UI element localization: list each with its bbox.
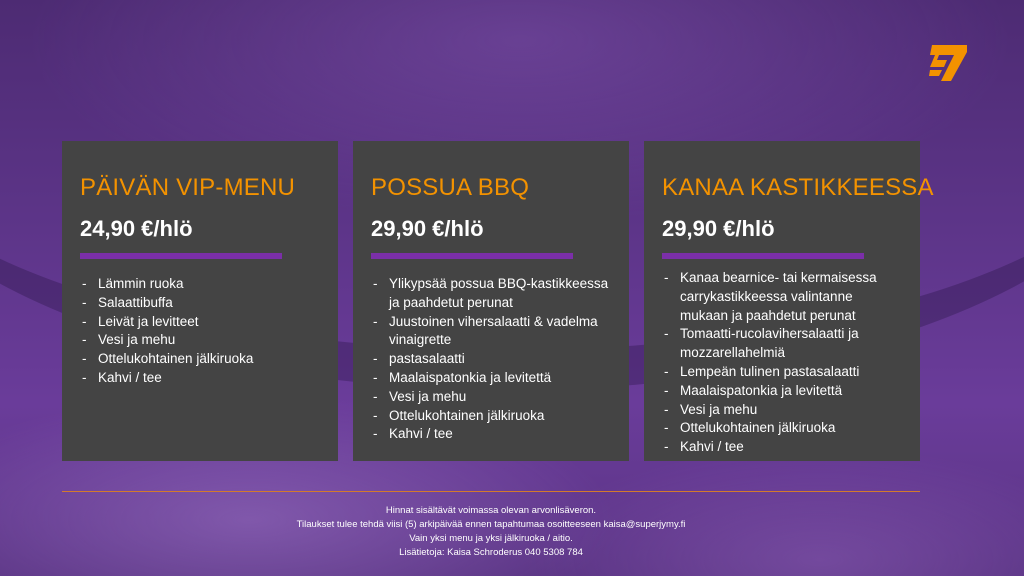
menu-item: - Vesi ja mehu bbox=[371, 388, 611, 407]
superjymy-logo-icon bbox=[927, 43, 971, 83]
menu-title: POSSUA BBQ bbox=[371, 174, 530, 201]
menu-divider-bar bbox=[662, 253, 864, 259]
menu-price: 29,90 €/hlö bbox=[662, 216, 775, 241]
menu-item: - Maalaispatonkia ja levitettä bbox=[371, 369, 611, 388]
menu-item: - Juustoinen vihersalaatti & vadelma vinaigrette bbox=[371, 313, 611, 351]
menu-item: - Kahvi / tee bbox=[662, 438, 902, 457]
menu-item: - Lempeän tulinen pastasalaatti bbox=[662, 363, 902, 382]
menu-item: - Salaattibuffa bbox=[80, 294, 320, 313]
footer-divider bbox=[62, 491, 920, 492]
menu-price: 29,90 €/hlö bbox=[371, 216, 484, 241]
menu-item: - Ottelukohtainen jälkiruoka bbox=[662, 419, 902, 438]
menu-item: - Vesi ja mehu bbox=[80, 331, 320, 350]
menu-item-list bbox=[371, 275, 611, 444]
footer-line-vat: Hinnat sisältävät voimassa olevan arvonlisäveron. bbox=[385, 505, 597, 516]
menu-card-vip bbox=[62, 141, 338, 461]
menu-item: - Kahvi / tee bbox=[371, 425, 611, 444]
menu-title: PÄIVÄN VIP-MENU bbox=[80, 174, 296, 201]
menu-item: - Ottelukohtainen jälkiruoka bbox=[371, 407, 611, 426]
footer-line-contact: Lisätietoja: Kaisa Schroderus 040 5308 784 bbox=[399, 547, 583, 558]
footer-notes bbox=[62, 504, 920, 560]
menu-item: - pastasalaatti bbox=[371, 350, 611, 369]
menu-title: KANAA KASTIKKEESSA bbox=[662, 174, 934, 201]
menu-price: 24,90 €/hlö bbox=[80, 216, 193, 241]
menu-divider-bar bbox=[371, 253, 573, 259]
menu-item: - Kanaa bearnice- tai kermaisessa carrykastikkeessa valintanne mukaan ja paahdetut perunat bbox=[662, 269, 902, 325]
menu-item: - Vesi ja mehu bbox=[662, 401, 902, 420]
menu-item: - Leivät ja levitteet bbox=[80, 313, 320, 332]
menu-item: - Ottelukohtainen jälkiruoka bbox=[80, 350, 320, 369]
menu-item: - Maalaispatonkia ja levitettä bbox=[662, 382, 902, 401]
menu-item: - Tomaatti-rucolavihersalaatti ja mozzarellahelmiä bbox=[662, 325, 902, 363]
menu-item-list bbox=[662, 269, 902, 457]
menu-item: - Kahvi / tee bbox=[80, 369, 320, 388]
footer-line-limit: Vain yksi menu ja yksi jälkiruoka / aitio. bbox=[409, 533, 573, 544]
menu-item-list bbox=[80, 275, 320, 388]
menu-card-possua bbox=[353, 141, 629, 461]
menu-item: - Ylikypsää possua BBQ-kastikkeessa ja paahdetut perunat bbox=[371, 275, 611, 313]
menu-item: - Lämmin ruoka bbox=[80, 275, 320, 294]
footer-line-order: Tilaukset tulee tehdä viisi (5) arkipäivää ennen tapahtumaa osoitteeseen kaisa@superjymy.fi bbox=[296, 519, 686, 530]
menu-divider-bar bbox=[80, 253, 282, 259]
menu-card-kanaa bbox=[644, 141, 934, 461]
